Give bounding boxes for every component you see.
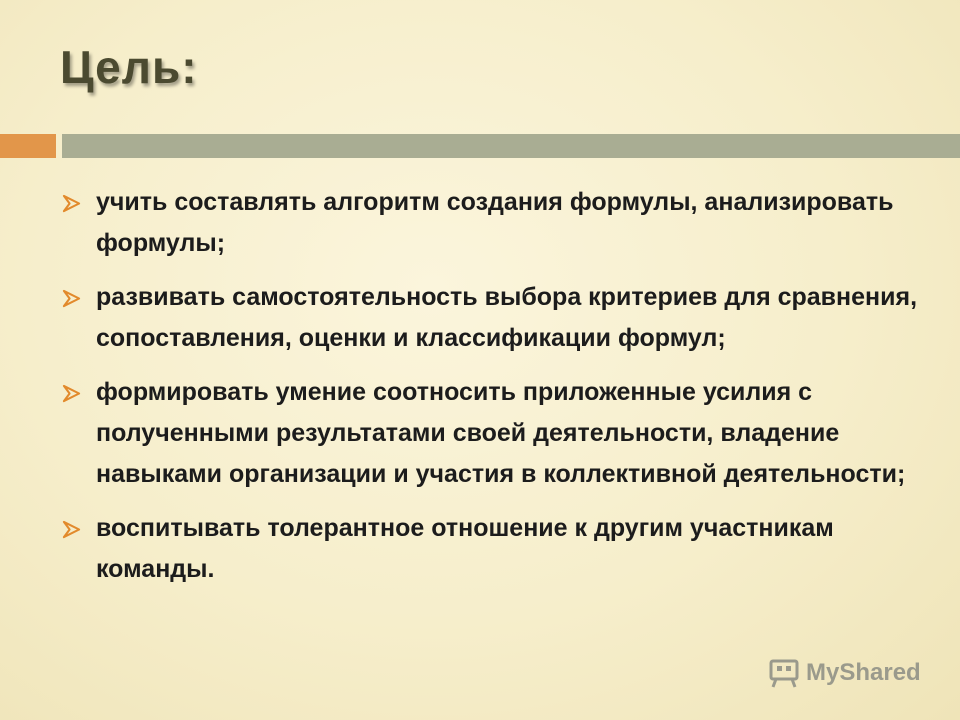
arrow-bullet-icon [62, 520, 81, 539]
arrow-bullet-icon [62, 289, 81, 308]
title-divider-bar [62, 134, 960, 158]
bullet-item [62, 182, 922, 264]
bullet-item [62, 277, 922, 359]
watermark [768, 657, 921, 689]
bullet-text: формировать умение соотносить приложенные усилия с полученными результатами своей деятельности, владение навыками организации и участия в коллективной деятельности; [96, 378, 906, 488]
bullet-item [62, 508, 922, 590]
bullet-text: учить составлять алгоритм создания формулы, анализировать формулы; [96, 188, 894, 257]
arrow-bullet-icon [62, 384, 81, 403]
bullet-text: развивать самостоятельность выбора критериев для сравнения, сопоставления, оценки и классификации формул; [96, 283, 918, 352]
slide-title: Цель: [60, 41, 198, 93]
bullet-item [62, 372, 922, 495]
bullet-list [62, 182, 922, 603]
myshared-logo-icon [768, 657, 802, 689]
arrow-bullet-icon [62, 194, 81, 213]
watermark-text: MyShared [806, 659, 921, 686]
bullet-text: воспитывать толерантное отношение к другим участникам команды. [96, 514, 834, 583]
title-accent-bar [0, 134, 56, 158]
